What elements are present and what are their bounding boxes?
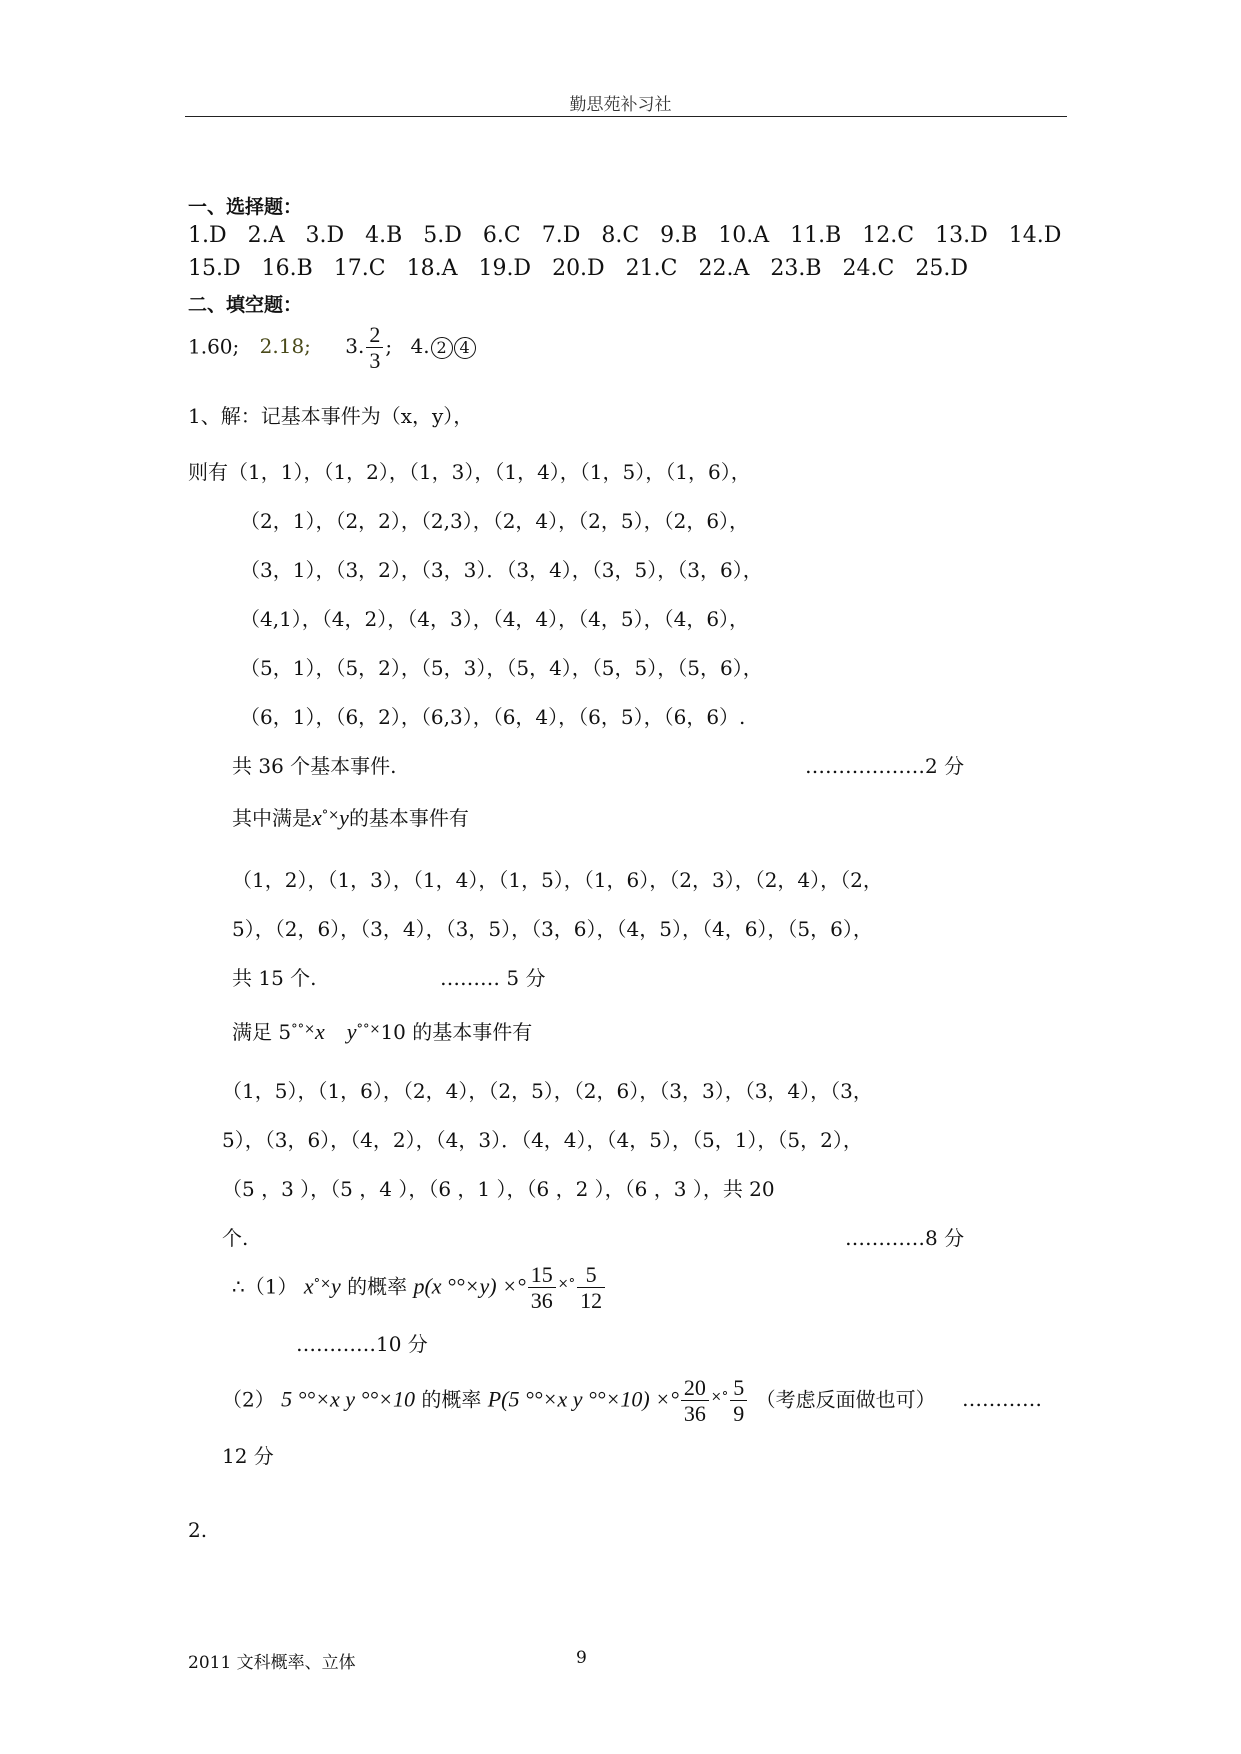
equals-symbol: ×° bbox=[557, 1276, 576, 1292]
p1-fraction-simplified bbox=[577, 1262, 605, 1314]
list-2-row: 个. bbox=[222, 1226, 249, 1250]
fill-answers bbox=[188, 322, 476, 374]
fill-answer-3-fraction bbox=[366, 322, 383, 374]
probability-2 bbox=[222, 1375, 1042, 1427]
condition-1-post: 的基本事件有 bbox=[348, 806, 469, 830]
list-2-row: （1，5），（1，6），（2，4），（2，5），（2，6），（3，3），（3，4），（3， bbox=[222, 1079, 873, 1103]
relation-symbol: °× bbox=[321, 808, 340, 823]
p2-fraction-simplified bbox=[730, 1375, 747, 1427]
equals-symbol: ×° bbox=[710, 1389, 729, 1405]
fill-answer-2: 2.18; bbox=[259, 334, 311, 359]
fraction-numerator: 20 bbox=[681, 1375, 709, 1401]
p1-prefix: ∴（1） bbox=[232, 1274, 298, 1299]
list-2-row: 5），（3，6），（4，2），（4，3）．（4，4），（4，5），（5，1），（5，2）， bbox=[222, 1128, 863, 1152]
event-row: 则有（1，1），（1，2），（1，3），（1，4），（1，5），（1，6）， bbox=[188, 460, 751, 484]
p1-fraction bbox=[528, 1262, 556, 1314]
solution-1-intro: 1、解：记基本事件为（x，y）， bbox=[188, 404, 474, 428]
p1-label: 的概率 bbox=[347, 1274, 408, 1299]
relation-symbol: °°× bbox=[291, 1022, 315, 1037]
fill-answer-3-sep: ; bbox=[385, 334, 393, 359]
fraction-numerator: 15 bbox=[528, 1262, 556, 1288]
p2-prefix: （2） bbox=[222, 1387, 275, 1412]
condition-2-pre: 满足 5 bbox=[232, 1020, 292, 1044]
var-x: x bbox=[315, 1019, 325, 1044]
event-row: （3，1），（3，2），（3，3）．（3，4），（3，5），（3，6）， bbox=[240, 558, 763, 582]
p2-fraction bbox=[681, 1375, 709, 1427]
fraction-denominator: 9 bbox=[733, 1401, 745, 1427]
choice-answers-row-1: 1.D 2.A 3.D 4.B 5.D 6.C 7.D 8.C 9.B 10.A 11.B 12.C 13.D 14.D bbox=[188, 223, 1062, 248]
list-2-row: （5 ，3 ），（5 ，4 ），（6 ，1 ），（6 ，2 ），（6 ，3 ），共 20 bbox=[222, 1177, 775, 1201]
event-row: （6，1），（6，2），（6,3），（6，4），（6，5），（6，6）. bbox=[240, 705, 746, 729]
relation-symbol: °°× bbox=[356, 1022, 381, 1037]
score-marker: ………………2 分 bbox=[805, 754, 965, 778]
event-row: （2，1），（2，2），（2,3），（2，4），（2，5），（2，6）， bbox=[240, 509, 750, 533]
var-x: x bbox=[303, 1273, 314, 1299]
var-y: y bbox=[330, 1273, 341, 1299]
header-rule bbox=[185, 116, 1067, 117]
score-marker: …………8 分 bbox=[845, 1226, 965, 1250]
p2-note: （考虑反面做也可） bbox=[755, 1387, 936, 1412]
fraction-denominator: 3 bbox=[369, 348, 381, 374]
fraction-numerator: 2 bbox=[366, 322, 383, 348]
condition-1 bbox=[232, 802, 469, 831]
probability-1 bbox=[232, 1262, 607, 1314]
p1-expression: p(x °°×y) ×° bbox=[413, 1273, 526, 1299]
relation-symbol: °× bbox=[313, 1276, 331, 1292]
var-y: y bbox=[346, 1019, 357, 1044]
section-fill-title: 二、填空题： bbox=[188, 294, 303, 316]
list-1-row: 5），（2，6），（3，4），（3，5），（3，6），（4，5），（4，6），（5，6）， bbox=[232, 917, 873, 941]
event-row: （5，1），（5，2），（5，3），（5，4），（5，5），（5，6）， bbox=[240, 656, 763, 680]
page-number: 9 bbox=[576, 1648, 587, 1668]
event-row: （4,1），（4，2），（4，3），（4，4），（4，5），（4，6）， bbox=[240, 607, 750, 631]
fraction-numerator: 5 bbox=[577, 1262, 605, 1288]
condition-2-post: 10 的基本事件有 bbox=[380, 1020, 533, 1044]
condition-1-pre: 其中满是 bbox=[232, 806, 312, 830]
fraction-denominator: 36 bbox=[683, 1401, 706, 1427]
count-15: 共 15 个. bbox=[232, 966, 317, 990]
score-marker: ……… 5 分 bbox=[440, 966, 546, 990]
total-events: 共 36 个基本事件. bbox=[232, 754, 397, 778]
fraction-denominator: 12 bbox=[580, 1288, 603, 1314]
p2-expression: P(5 °°×x y °°×10) ×° bbox=[487, 1386, 679, 1412]
page-header: 勤思苑补习社 bbox=[569, 95, 672, 115]
footer-title: 2011 文科概率、立体 bbox=[188, 1653, 356, 1673]
fill-answer-1: 1.60; bbox=[188, 334, 240, 359]
fill-answer-3-label: 3. bbox=[345, 334, 365, 359]
fraction-denominator: 36 bbox=[530, 1288, 553, 1314]
p2-event: 5 °°×x y °°×10 bbox=[281, 1386, 416, 1412]
circled-number: 2 bbox=[431, 337, 453, 359]
score-marker: …………10 分 bbox=[296, 1332, 428, 1356]
var-x: x bbox=[312, 805, 322, 830]
condition-2 bbox=[232, 1016, 532, 1045]
p2-label: 的概率 bbox=[421, 1387, 482, 1412]
section-choice-title: 一、选择题： bbox=[188, 196, 303, 218]
choice-answers-row-2: 15.D 16.B 17.C 18.A 19.D 20.D 21.C 22.A 23.B 24.C 25.D bbox=[188, 256, 968, 281]
fill-answer-4-label: 4. bbox=[410, 334, 430, 359]
score-dots: ………… bbox=[962, 1387, 1043, 1412]
question-2-label: 2. bbox=[188, 1518, 208, 1542]
score-marker: 12 分 bbox=[222, 1444, 274, 1468]
var-y: y bbox=[339, 805, 349, 830]
circled-number: 4 bbox=[454, 337, 476, 359]
fraction-numerator: 5 bbox=[730, 1375, 747, 1401]
list-1-row: （1，2），（1，3），（1，4），（1，5），（1，6），（2，3），（2，4），（2， bbox=[232, 868, 883, 892]
